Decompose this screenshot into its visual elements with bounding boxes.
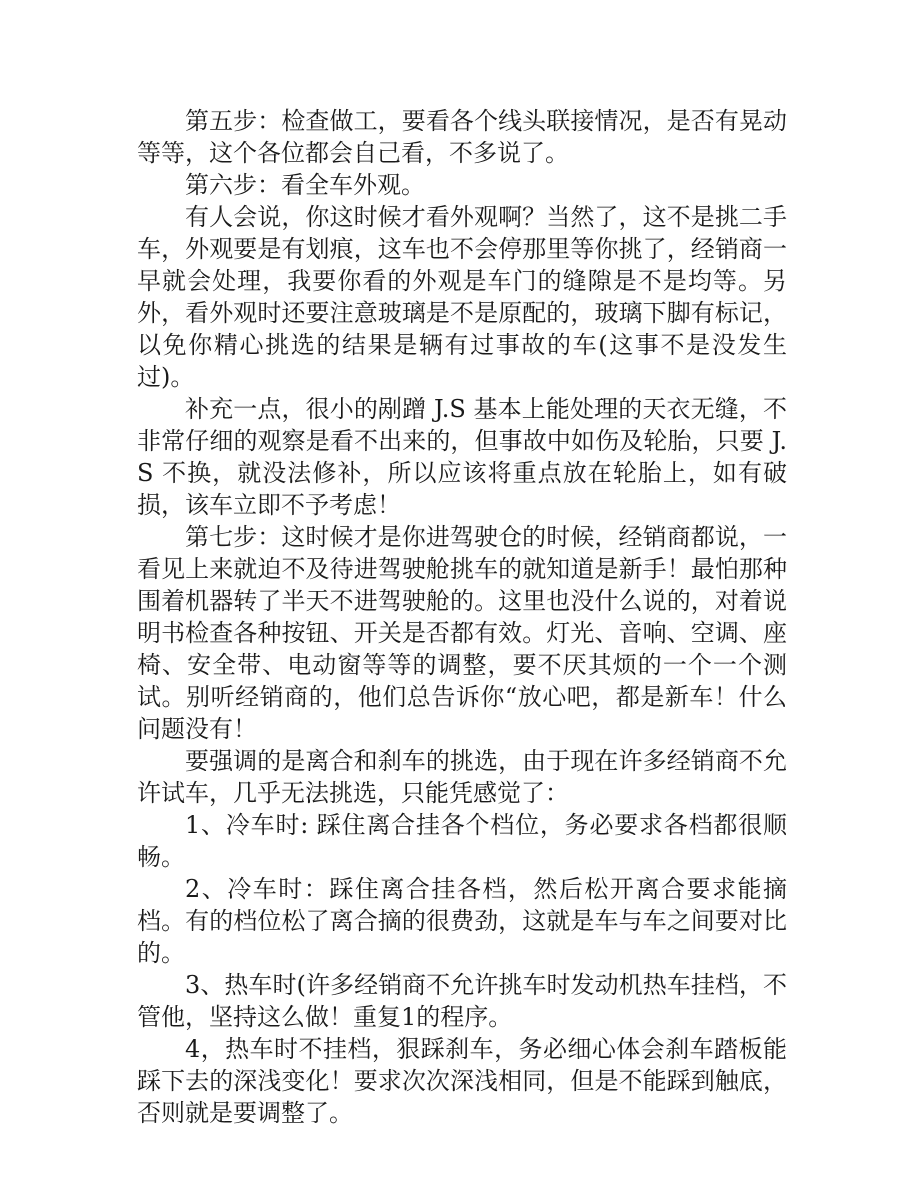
document-body <box>137 105 787 1129</box>
paragraph-item-2: 2、冷车时：踩住离合挂各档，然后松开离合要求能摘档。有的档位松了离合摘的很费劲，这就是车与车之间要对比的。 <box>137 875 787 967</box>
paragraph-item-3: 3、热车时(许多经销商不允许挑车时发动机热车挂档，不管他，坚持这么做！重复1的程序。 <box>137 971 787 1031</box>
paragraph-exterior: 有人会说，你这时候才看外观啊？当然了，这不是挑二手车，外观要是有划痕，这车也不会停那里等你挑了，经销商一早就会处理，我要你看的外观是车门的缝隙是不是均等。另外，看外观时还要注意玻璃是不是原配的，玻璃下脚有标记，以免你精心挑选的结果是辆有过事故的车(这事不是没发生过)。 <box>137 203 787 391</box>
paragraph-step-six: 第六步：看全车外观。 <box>185 171 425 199</box>
paragraph-step-five: 第五步：检查做工，要看各个线头联接情况，是否有晃动等等，这个各位都会自己看，不多说了。 <box>137 107 787 167</box>
paragraph-clutch-brake: 要强调的是离合和刹车的挑选，由于现在许多经销商不允许试车，几乎无法挑选，只能凭感觉了： <box>137 747 787 807</box>
paragraph-supplement: 补充一点，很小的剐蹭 J.S 基本上能处理的天衣无缝，不非常仔细的观察是看不出来的，但事故中如伤及轮胎，只要 J.S 不换，就没法修补，所以应该将重点放在轮胎上，如有破损，该车立即不予考虑！ <box>137 395 787 519</box>
paragraph-step-seven: 第七步：这时候才是你进驾驶仓的时候，经销商都说，一看见上来就迫不及待进驾驶舱挑车的就知道是新手！最怕那种围着机器转了半天不进驾驶舱的。这里也没什么说的，对着说明书检查各种按钮、开关是否都有效。灯光、音响、空调、座椅、安全带、电动窗等等的调整，要不厌其烦的一个一个测试。别听经销商的，他们总告诉你“放心吧，都是新车！什么问题没有！ <box>137 523 787 743</box>
paragraph-item-4: 4，热车时不挂档，狠踩刹车，务必细心体会刹车踏板能踩下去的深浅变化！要求次次深浅相同，但是不能踩到触底，否则就是要调整了。 <box>137 1035 787 1127</box>
paragraph-item-1: 1、冷车时: 踩住离合挂各个档位，务必要求各档都很顺畅。 <box>137 811 787 871</box>
